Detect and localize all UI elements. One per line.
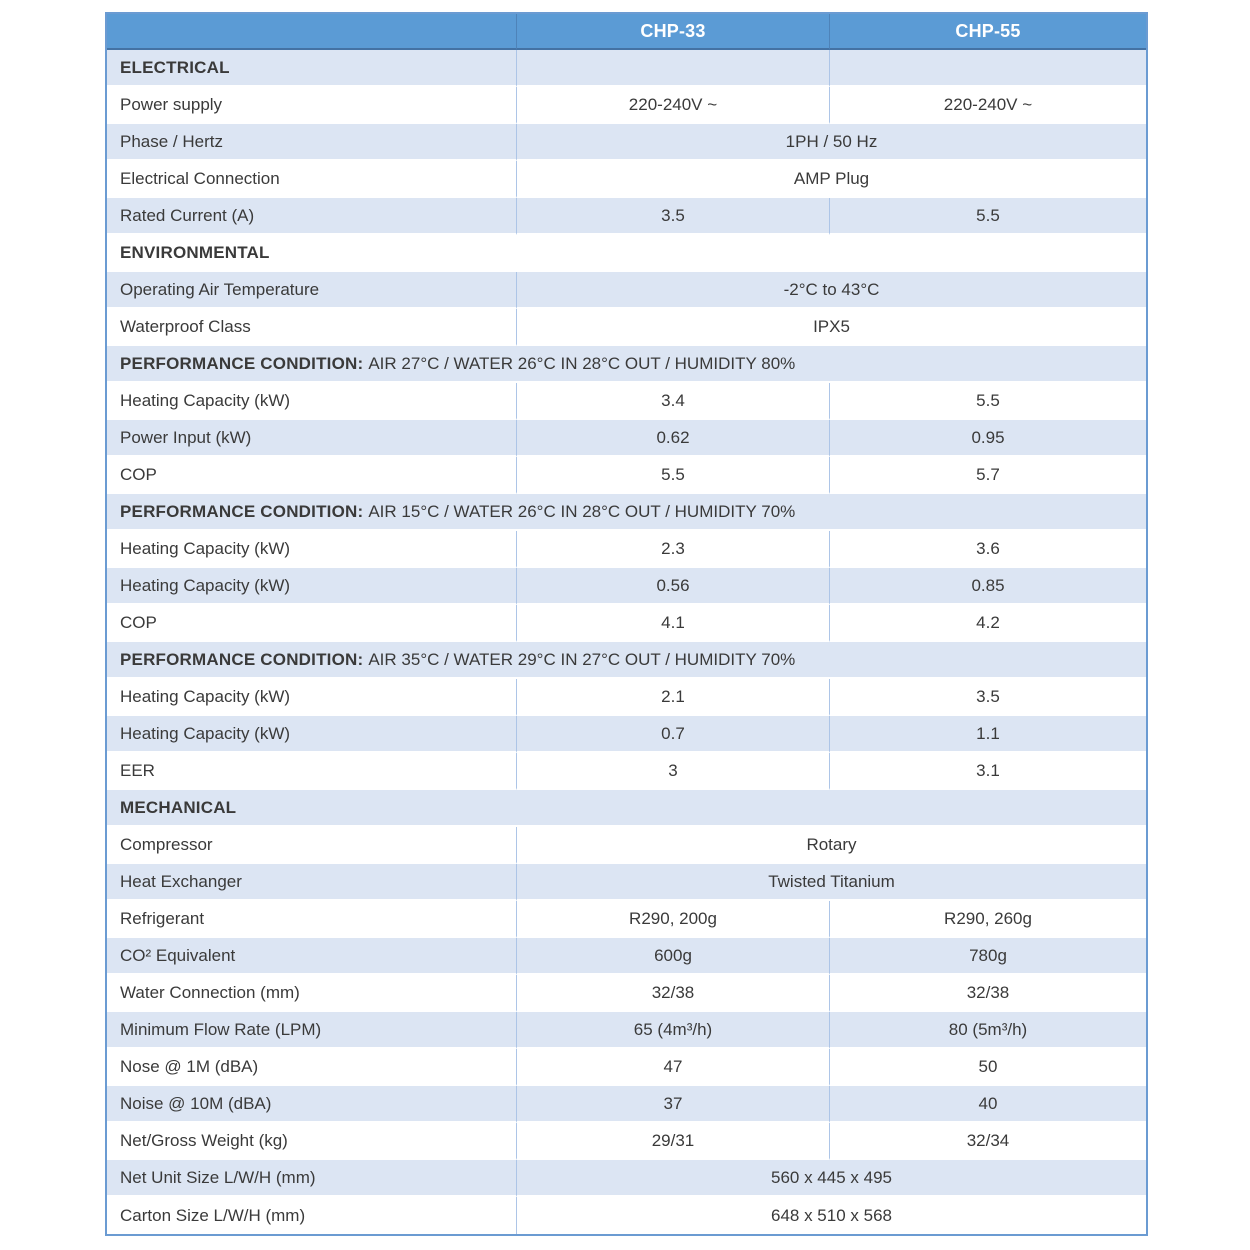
row-label: Operating Air Temperature [107,272,516,309]
value-cell-chp33: 4.1 [516,605,829,642]
merged-value-cell: -2°C to 43°C [516,272,1146,309]
condition-prefix: PERFORMANCE CONDITION: [120,353,364,373]
table-row [107,753,1146,790]
value-cell-chp55: 32/38 [829,975,1146,1012]
table-row [107,568,1146,605]
row-label: Noise @ 10M (dBA) [107,1086,516,1123]
table-row [107,1197,1146,1234]
condition-text: AIR 15°C / WATER 26°C IN 28°C OUT / HUMIDITY 70% [368,501,796,521]
merged-value-cell: Twisted Titanium [516,864,1146,901]
header-row [107,14,1146,50]
table-row [107,235,1146,272]
table-row [107,975,1146,1012]
table-row [107,494,1146,531]
row-label: Power supply [107,87,516,124]
value-cell-chp33: 2.3 [516,531,829,568]
row-label: Power Input (kW) [107,420,516,457]
value-cell-chp33: R290, 200g [516,901,829,938]
table-row [107,827,1146,864]
row-label: Carton Size L/W/H (mm) [107,1197,516,1234]
table-row [107,1123,1146,1160]
table-row [107,124,1146,161]
value-cell-chp33: 0.56 [516,568,829,605]
value-cell-chp55: 5.7 [829,457,1146,494]
value-cell-chp55: 780g [829,938,1146,975]
row-label: Minimum Flow Rate (LPM) [107,1012,516,1049]
row-label: Net Unit Size L/W/H (mm) [107,1160,516,1197]
row-label: Waterproof Class [107,309,516,346]
value-cell-chp55: 4.2 [829,605,1146,642]
table-row [107,161,1146,198]
value-cell-chp33: 65 (4m³/h) [516,1012,829,1049]
row-label: CO² Equivalent [107,938,516,975]
table-row [107,679,1146,716]
row-label: Net/Gross Weight (kg) [107,1123,516,1160]
table-row [107,864,1146,901]
table-row [107,198,1146,235]
table-row [107,1086,1146,1123]
empty-cell [516,50,829,87]
row-label: Refrigerant [107,901,516,938]
row-label: Heating Capacity (kW) [107,679,516,716]
value-cell-chp55: 40 [829,1086,1146,1123]
condition-prefix: PERFORMANCE CONDITION: [120,501,364,521]
value-cell-chp33: 32/38 [516,975,829,1012]
table-row [107,457,1146,494]
value-cell-chp55: 50 [829,1049,1146,1086]
merged-value-cell: IPX5 [516,309,1146,346]
value-cell-chp55: 3.5 [829,679,1146,716]
performance-condition-row [107,494,1146,531]
row-label: Heating Capacity (kW) [107,568,516,605]
empty-cell [829,50,1146,87]
value-cell-chp33: 3.4 [516,383,829,420]
row-label: Compressor [107,827,516,864]
row-label: Heat Exchanger [107,864,516,901]
value-cell-chp33: 0.62 [516,420,829,457]
table-row [107,605,1146,642]
table-row [107,1160,1146,1197]
table-row [107,383,1146,420]
value-cell-chp55: R290, 260g [829,901,1146,938]
condition-text: AIR 35°C / WATER 29°C IN 27°C OUT / HUMIDITY 70% [368,649,796,669]
row-label: Heating Capacity (kW) [107,383,516,420]
table-row [107,901,1146,938]
section-label: ENVIRONMENTAL [107,235,1146,272]
value-cell-chp55: 5.5 [829,383,1146,420]
merged-value-cell: 648 x 510 x 568 [516,1197,1146,1234]
condition-prefix: PERFORMANCE CONDITION: [120,649,364,669]
spec-table-body [107,50,1146,1234]
table-row [107,642,1146,679]
value-cell-chp33: 220-240V ~ [516,87,829,124]
table-row [107,87,1146,124]
value-cell-chp55: 32/34 [829,1123,1146,1160]
performance-condition-row [107,346,1146,383]
performance-condition-row [107,642,1146,679]
row-label: Water Connection (mm) [107,975,516,1012]
condition-text: AIR 27°C / WATER 26°C IN 28°C OUT / HUMIDITY 80% [368,353,796,373]
header-model-chp55: CHP-55 [829,14,1146,50]
table-row [107,309,1146,346]
value-cell-chp55: 220-240V ~ [829,87,1146,124]
table-row [107,790,1146,827]
table-row [107,420,1146,457]
table-row [107,272,1146,309]
row-label: Heating Capacity (kW) [107,716,516,753]
merged-value-cell: AMP Plug [516,161,1146,198]
table-row [107,531,1146,568]
row-label: Heating Capacity (kW) [107,531,516,568]
row-label: Rated Current (A) [107,198,516,235]
section-label: ELECTRICAL [107,50,516,87]
value-cell-chp55: 5.5 [829,198,1146,235]
merged-value-cell: 1PH / 50 Hz [516,124,1146,161]
merged-value-cell: 560 x 445 x 495 [516,1160,1146,1197]
table-row [107,938,1146,975]
row-label: COP [107,457,516,494]
value-cell-chp33: 0.7 [516,716,829,753]
value-cell-chp55: 80 (5m³/h) [829,1012,1146,1049]
value-cell-chp33: 47 [516,1049,829,1086]
value-cell-chp33: 29/31 [516,1123,829,1160]
header-model-chp33: CHP-33 [516,14,829,50]
row-label: Phase / Hertz [107,124,516,161]
section-label: MECHANICAL [107,790,1146,827]
value-cell-chp33: 3 [516,753,829,790]
table-row [107,716,1146,753]
value-cell-chp55: 0.85 [829,568,1146,605]
value-cell-chp55: 3.1 [829,753,1146,790]
spec-table [107,14,1146,1234]
value-cell-chp55: 0.95 [829,420,1146,457]
table-row [107,346,1146,383]
header-empty-cell [107,14,516,50]
value-cell-chp33: 600g [516,938,829,975]
value-cell-chp55: 3.6 [829,531,1146,568]
table-row [107,50,1146,87]
row-label: EER [107,753,516,790]
table-row [107,1049,1146,1086]
spec-table-frame [105,12,1148,1236]
value-cell-chp33: 3.5 [516,198,829,235]
row-label: COP [107,605,516,642]
table-row [107,1012,1146,1049]
value-cell-chp33: 2.1 [516,679,829,716]
row-label: Electrical Connection [107,161,516,198]
value-cell-chp33: 5.5 [516,457,829,494]
value-cell-chp33: 37 [516,1086,829,1123]
merged-value-cell: Rotary [516,827,1146,864]
value-cell-chp55: 1.1 [829,716,1146,753]
row-label: Nose @ 1M (dBA) [107,1049,516,1086]
